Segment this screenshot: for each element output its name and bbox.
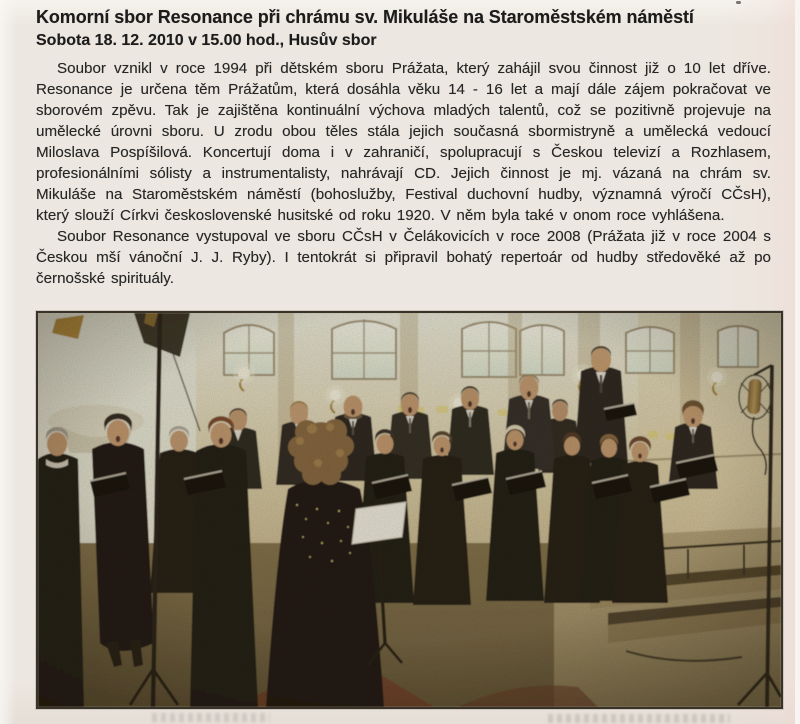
scan-speck (736, 1, 741, 4)
article-title: Komorní sbor Resonance při chrámu sv. Mikuláše na Staroměstském náměstí (36, 7, 694, 27)
choir-photo (36, 311, 783, 709)
choir-photo-scene (38, 313, 781, 707)
article-text-block (36, 5, 771, 289)
ink-showthrough-right (548, 714, 730, 723)
article-paragraph-2: Soubor Resonance vystupoval ve sboru CČsH v Čelákovicích v roce 2008 (Prážata již v roce 2004 s Českou mší vánoční J. J. Ryby). I tentokrát si připravil bohatý repertoár od hudby středověké až po černošské spirituály. (36, 228, 771, 287)
ink-showthrough-left (152, 713, 270, 722)
article-paragraph-1: Soubor vznikl v roce 1994 při dětském sboru Prážata, který zahájil svou činnost již o 10 let dříve. Resonance je určena těm Prážatům, která dosáhla věku 14 - 16 let a mají dále zájem pokračovat ve sborovém zpěvu. Tak je zajištěna kontinuální výchova mladých talentů, což se pozitivně projevuje na umělecké úrovni sboru. U zrodu obou těles stála jejich současná sbormistryně a umělecká vedoucí Miloslava Pospíšilová. Koncertují doma i v zahraničí, spolupracují s Českou televizí a Rozhlasem, profesionálními sólisty a instrumentalisty, nahrávají CD. Jejich činnost je mj. vázaná na chrám sv. Mikuláše na Staroměstském náměstí (bohoslužby, Festival duchovní hudby, významná výročí CČsH), který slouží Církvi československé husitské od roku 1920. V něm byla také v onom roce vyhlášena. (36, 60, 771, 224)
article-subtitle: Sobota 18. 12. 2010 v 15.00 hod., Husův sbor (36, 32, 377, 49)
